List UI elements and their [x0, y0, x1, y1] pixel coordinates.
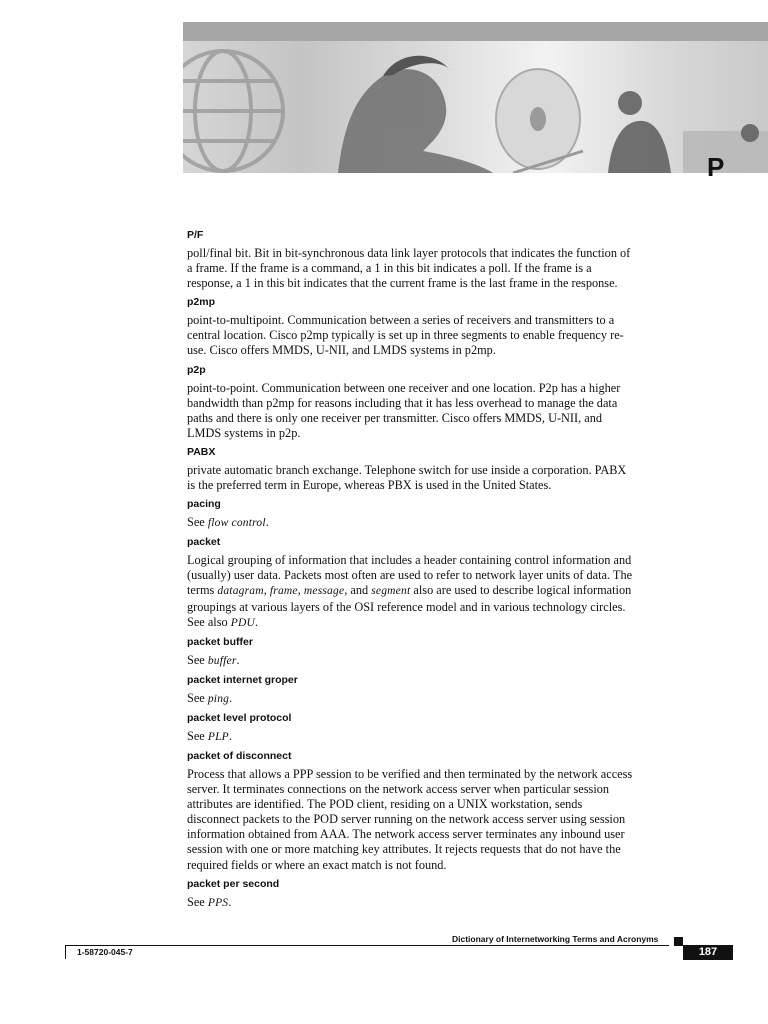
- entry-term: PABX: [187, 445, 216, 458]
- definition-text: Process that allows a PPP session to be verified and then terminated by the network access server. It terminates connections on the network access server when particular session attributes are identified. The POD client, residing on a UNIX workstation, sends disconnect packets to the POD server running on the network access server using session information obtained from AAA. The network access server terminates any inbound user session with one or more matching key attributes. It rejects requests that do not have the required fields or where an exact match is not found.: [187, 766, 633, 872]
- definition-text: poll/final bit. Bit in bit-synchronous data link layer protocols that indicates the function of a frame. If the frame is a command, a 1 in this bit indicates a poll. If the frame is a response, a 1 in this bit indicates that the current frame is the last frame in the response.: [187, 246, 631, 291]
- glossary-entry: [187, 673, 637, 707]
- definition-text: point-to-point. Communication between one receiver and one location. P2p has a higher bandwidth than p2mp for reasons including that it has less overhead to manage the data paths and there is only one receiver per transmitter. Cisco offers MMDS, U-NII, and LMDS systems in p2p.: [187, 380, 621, 440]
- cross-reference: segment: [371, 585, 411, 598]
- chapter-banner: [183, 22, 768, 173]
- definition-text: point-to-multipoint. Communication between a series of receivers and transmitters to a central location. Cisco p2mp typically is set up in three segments to enable frequency re-use. Cisco offers MMDS, U-NII, and LMDS systems in p2mp.: [187, 313, 624, 358]
- definition-text: .: [265, 515, 269, 530]
- banner-illustration: [183, 41, 768, 173]
- entry-definition: [187, 463, 637, 493]
- entry-term: packet internet groper: [187, 673, 298, 686]
- cross-reference: buffer: [207, 654, 237, 667]
- cross-reference: message: [303, 585, 345, 598]
- definition-text: See: [187, 652, 208, 667]
- entry-term: packet: [187, 536, 221, 549]
- worker-graphic: [608, 91, 768, 173]
- entry-term: packet per second: [187, 877, 280, 890]
- entry-definition: [187, 553, 637, 630]
- definition-text: .: [228, 894, 232, 909]
- glossary-entry: [187, 711, 637, 745]
- definition-text: , and: [344, 583, 372, 598]
- definition-text: ,: [263, 583, 270, 598]
- definition-text: ,: [297, 583, 304, 598]
- definition-text: See: [187, 515, 208, 530]
- entry-definition: [187, 767, 637, 873]
- entry-definition: [187, 653, 637, 669]
- glossary-entry: [187, 295, 637, 358]
- entry-definition: [187, 246, 637, 291]
- footer-tick: [65, 945, 66, 959]
- cross-reference: PDU: [230, 616, 255, 629]
- cross-reference: datagram: [217, 585, 264, 598]
- entry-term: p2mp: [187, 296, 216, 309]
- glossary-entry: [187, 445, 637, 493]
- entry-term: packet buffer: [187, 635, 253, 648]
- glossary-entry: [187, 749, 637, 873]
- definition-text: See: [187, 728, 208, 743]
- cross-reference: PPS: [207, 896, 229, 909]
- entry-term: P/F: [187, 229, 204, 241]
- cross-reference: frame: [269, 585, 298, 598]
- glossary-entry: [187, 635, 637, 669]
- definition-text: See: [187, 894, 208, 909]
- entry-definition: [187, 691, 637, 707]
- entry-definition: [187, 313, 637, 358]
- definition-text: .: [228, 728, 232, 743]
- book-title: Dictionary of Internetworking Terms and Acronyms: [452, 934, 659, 944]
- definition-text: private automatic branch exchange. Telephone switch for use inside a corporation. PABX is the preferred term in Europe, whereas PBX is used in the United States.: [187, 462, 627, 493]
- chapter-letter: P: [707, 152, 725, 182]
- glossary-entry: [187, 497, 637, 531]
- entry-definition: [187, 895, 637, 911]
- person-graphic: [338, 56, 493, 173]
- disc-graphic: [496, 69, 583, 173]
- entry-definition: [187, 381, 637, 441]
- footer-marker: [674, 937, 683, 946]
- glossary-entry: [187, 228, 637, 291]
- glossary-entry: [187, 535, 637, 630]
- glossary-entries: [187, 228, 637, 915]
- entry-term: packet of disconnect: [187, 749, 292, 762]
- banner-top-bar: [183, 22, 768, 41]
- entry-definition: [187, 515, 637, 531]
- cross-reference: flow control: [207, 517, 266, 530]
- definition-text: also are used to describe logical information groupings at various layers of the OSI reference model and in various technology circles. See also: [187, 583, 632, 629]
- entry-term: pacing: [187, 498, 221, 511]
- page-number: 187: [683, 945, 733, 960]
- definition-text: Logical grouping of information that includes a header containing control information and (usually) user data. Packets most often are used to refer to network layer units of data. The terms: [187, 553, 633, 598]
- definition-text: See: [187, 690, 208, 705]
- definition-text: .: [236, 652, 240, 667]
- globe-graphic: [183, 51, 283, 171]
- entry-definition: [187, 729, 637, 745]
- entry-term: p2p: [187, 363, 206, 376]
- cross-reference: ping: [207, 692, 230, 705]
- cross-reference: PLP: [207, 730, 229, 743]
- glossary-entry: [187, 877, 637, 911]
- footer-rule: [65, 945, 669, 946]
- definition-text: .: [254, 614, 259, 629]
- entry-term: packet level protocol: [187, 711, 292, 724]
- glossary-entry: [187, 363, 637, 441]
- isbn: 1-58720-045-7: [77, 947, 133, 957]
- definition-text: .: [229, 690, 233, 705]
